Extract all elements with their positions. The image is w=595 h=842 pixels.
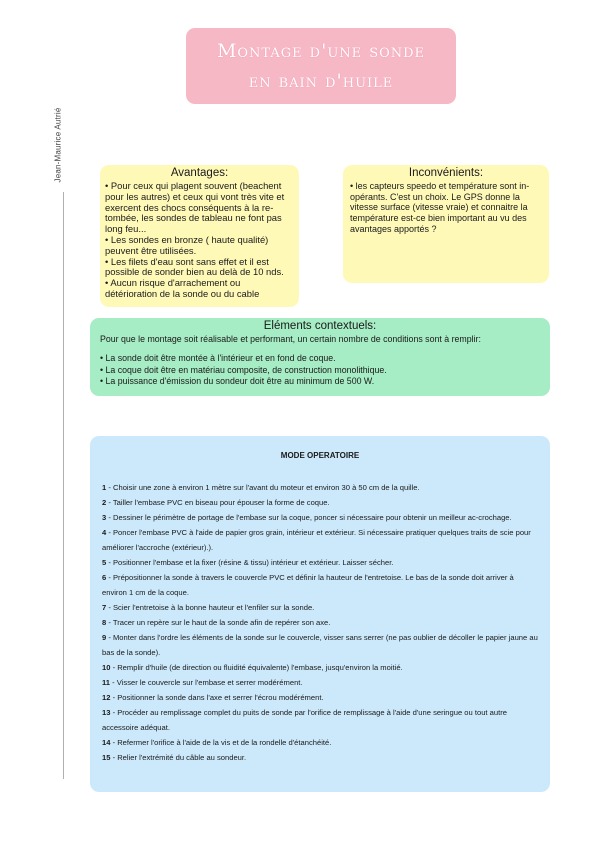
context-item: • La sonde doit être montée à l'intérieur et en fond de coque. (100, 353, 336, 363)
step-text: - Scier l'entretoise à la bonne hauteur et l'enfiler sur la sonde. (106, 603, 315, 612)
inconvenients-heading: Inconvénients: (408, 167, 484, 179)
step-number: 15 (102, 753, 111, 762)
step-item (102, 630, 538, 660)
step-item (102, 735, 538, 750)
step-text: - Visser le couvercle sur l'embase et serrer modérément. (110, 678, 303, 687)
context-intro: Pour que le montage soit réalisable et performant, un certain nombre de conditions sont à remplir: (100, 334, 481, 344)
step-text: - Remplir d'huile (de direction ou fluidité équivalente) l'embase, jusqu'environ la moitié. (110, 663, 403, 672)
advantages-list (105, 181, 294, 300)
title-line-1: Montage d'une sonde (216, 40, 426, 62)
step-text: - Positionner la sonde dans l'axe et serrer l'écrou modérément. (110, 693, 324, 702)
step-number: 1 (102, 483, 107, 492)
title-line-2: en bain d'huile (248, 70, 394, 92)
step-number: 14 (102, 738, 111, 747)
context-list (100, 353, 540, 388)
step-number: 10 (102, 663, 111, 672)
advantage-item: • Les filets d'eau sont sans effet et il est possible de sonder bien au delà de 10 nds. (105, 255, 284, 278)
context-item: • La coque doit être en matériau composite, de construction monolithique. (100, 364, 387, 375)
step-item (102, 675, 538, 690)
title-banner (186, 28, 456, 104)
step-item (102, 705, 538, 735)
step-text: - Relier l'extrémité du câble au sondeur. (110, 753, 247, 762)
step-number: 13 (102, 708, 111, 717)
step-text: - Poncer l'embase PVC à l'aide de papier gros grain, intérieur et extérieur. Si nécessaire pratiquer quelques traits de scie pour améliorer l'accroche (extérieur).). (102, 528, 531, 552)
advantages-heading: Avantages: (170, 167, 229, 179)
margin-rule (63, 192, 64, 779)
step-number: 9 (102, 633, 107, 642)
step-number: 11 (102, 678, 111, 687)
inconvenients-box (343, 165, 549, 283)
step-number: 4 (102, 528, 107, 537)
steps-list (102, 480, 538, 765)
step-item (102, 510, 538, 525)
step-number: 8 (102, 618, 107, 627)
step-item (102, 750, 538, 765)
advantages-box (100, 165, 299, 307)
inconvenient-item: • les capteurs speedo et température sont in-opérants. C'est un choix. Le GPS donne la vitesse surface (vitesse vraie) et connaitre la température est-ce bien important au vu des avantages apportés ? (350, 181, 530, 234)
step-text: - Monter dans l'ordre les éléments de la sonde sur le couvercle, visser sans serrer (ne pas oublier de décoller le papier jaune au bas de la sonde). (102, 633, 538, 657)
step-number: 3 (102, 513, 107, 522)
step-number: 5 (102, 558, 107, 567)
author-name: Jean-Maurice Autrié (53, 107, 63, 183)
step-text: - Refermer l'orifice à l'aide de la vis et de la rondelle d'étanchéité. (110, 738, 332, 747)
step-number: 6 (102, 573, 107, 582)
advantage-item: • Pour ceux qui plagent souvent (beachent pour les autres) et ceux qui vont très vite et exercent des chocs conséquents à la re-tombée, les sondes de tableau ne font pas long feu... (105, 180, 285, 235)
step-item (102, 600, 538, 615)
context-heading: Eléments contextuels: (263, 320, 377, 332)
step-text: - Procéder au remplissage complet du puits de sonde par l'orifice de remplissage à l'aide d'une seringue ou tout autre accessoire adéquat. (102, 708, 507, 732)
step-item (102, 525, 538, 555)
step-text: - Positionner l'embase et la fixer (résine & tissu) intérieur et extérieur. Laisser sécher. (106, 558, 394, 567)
advantage-item: • Aucun risque d'arrachement ou détérioration de la sonde ou du cable (105, 277, 260, 299)
step-number: 2 (102, 498, 107, 507)
author-credit (48, 100, 68, 190)
step-item (102, 480, 538, 495)
step-number: 7 (102, 603, 107, 612)
step-number: 12 (102, 693, 111, 702)
mode-heading: MODE OPERATOIRE (280, 451, 360, 460)
step-item (102, 555, 538, 570)
step-item (102, 615, 538, 630)
step-item (102, 495, 538, 510)
context-item: • La puissance d'émission du sondeur doit être au minimum de 500 W. (100, 376, 375, 386)
step-text: - Choisir une zone à environ 1 mètre sur l'avant du moteur et environ 30 à 50 cm de la quille. (106, 483, 420, 492)
step-text: - Dessiner le périmètre de portage de l'embase sur la coque, poncer si nécessaire pour obtenir un meilleur ac-crochage. (106, 513, 512, 522)
step-item (102, 690, 538, 705)
context-box (90, 318, 550, 396)
inconvenients-list (350, 181, 542, 235)
step-text: - Prépositionner la sonde à travers le couvercle PVC et définir la hauteur de l'entretoise. Le bas de la sonde doit arriver à environ 1 cm de la coque. (102, 573, 514, 597)
mode-operatoire-box (90, 436, 550, 792)
step-text: - Tailler l'embase PVC en biseau pour épouser la forme de coque. (106, 498, 330, 507)
step-text: - Tracer un repère sur le haut de la sonde afin de repérer son axe. (106, 618, 331, 627)
step-item (102, 570, 538, 600)
advantage-item: • Les sondes en bronze ( haute qualité) peuvent être utilisées. (105, 233, 269, 256)
step-item (102, 660, 538, 675)
